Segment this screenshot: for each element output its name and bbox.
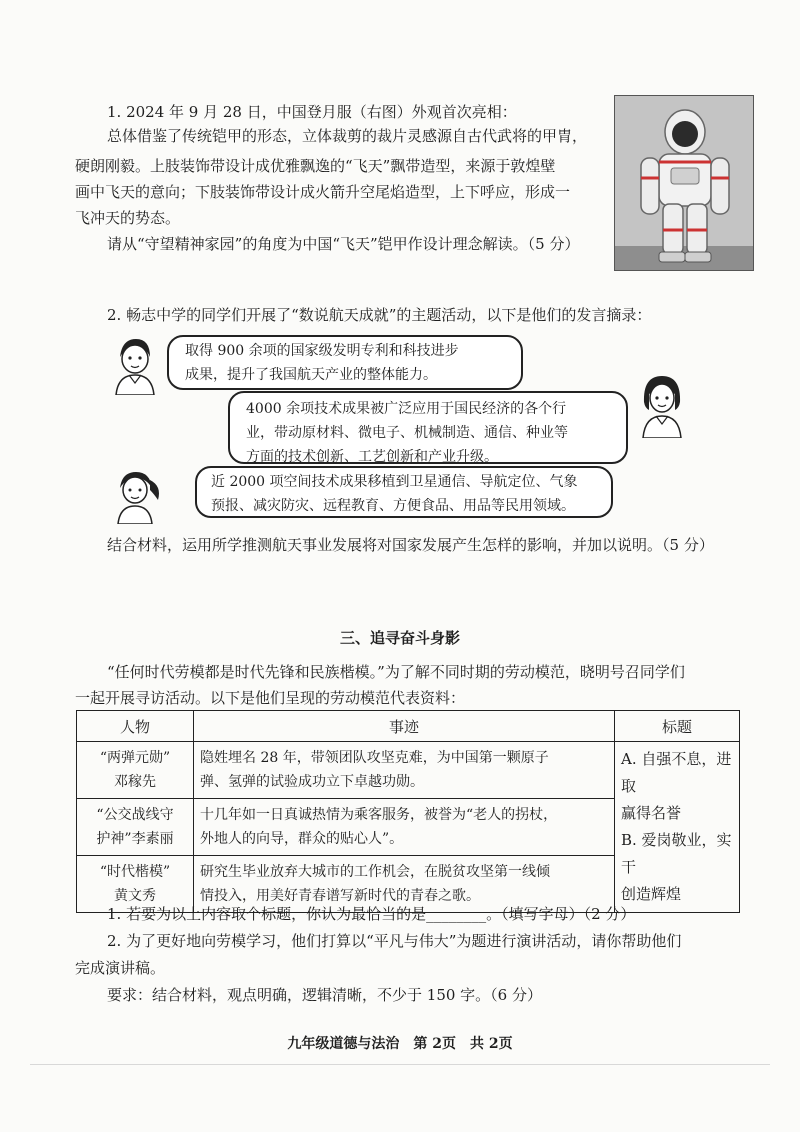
q1-line4: 画中飞天的意向；下肢装饰带设计成火箭升空尾焰造型，上下呼应，形成一 (75, 183, 571, 201)
bubble-1-line2: 成果，提升了我国航天产业的整体能力。 (185, 367, 437, 383)
q1-line5: 飞冲天的势态。 (75, 209, 181, 227)
deed-line: 外地人的向导，群众的贴心人”。 (200, 831, 404, 847)
section3-q2-line2: 完成演讲稿。 (75, 959, 166, 977)
person-name: 黄文秀 (114, 888, 156, 904)
student-girl-avatar (635, 372, 689, 442)
header-deeds: 事迹 (194, 711, 615, 742)
page-footer: 九年级道德与法治 第 2页 共 2页 (287, 1036, 513, 1052)
q2-question: 结合材料，运用所学推测航天事业发展将对国家发展产生怎样的影响，并加以说明。（5 分） (107, 536, 714, 554)
q2-intro: 2. 畅志中学的同学们开展了“数说航天成就”的主题活动，以下是他们的发言摘录： (107, 306, 652, 324)
bubble-1-line1: 取得 900 余项的国家级发明专利和科技进步 (185, 343, 459, 359)
section3-q1: 1. 若要为以上内容取个标题，你认为最恰当的是________。（填写字母）（2 分） (107, 905, 636, 923)
person-cell (77, 742, 194, 799)
section3-q2-line1: 2. 为了更好地向劳模学习，他们打算以“平凡与伟大”为题进行演讲活动，请你帮助他们 (107, 932, 682, 950)
header-title: 标题 (615, 711, 740, 742)
bubble-2-line1: 4000 余项技术成果被广泛应用于国民经济的各个行 (246, 401, 567, 417)
deed-cell (194, 742, 615, 799)
section3-intro-line2: 一起开展寻访活动。以下是他们呈现的劳动模范代表资料： (75, 689, 466, 707)
person-label: “公交战线守 (96, 807, 174, 823)
person-name: 邓稼先 (114, 774, 156, 790)
deed-line: 情投入，用美好青春谱写新时代的青春之歌。 (200, 888, 480, 904)
table-row (77, 742, 740, 799)
q1-line2: 总体借鉴了传统铠甲的形态，立体裁剪的裁片灵感源自古代武将的甲胄， (107, 127, 588, 145)
section3-heading: 三、追寻奋斗身影 (339, 629, 460, 647)
option-a-line2: 赢得名誉 (621, 804, 682, 822)
student-boy-avatar (110, 335, 160, 399)
option-b-line1: B. 爱岗敬业，实干 (621, 831, 732, 876)
speech-bubble-2 (228, 391, 628, 464)
option-b-line2: 创造辉煌 (621, 885, 682, 903)
person-label: “两弹元勋” (99, 750, 171, 766)
table-header-row (77, 711, 740, 742)
person-name: 护神”李素丽 (96, 831, 174, 847)
bubble-3-line1: 近 2000 项空间技术成果移植到卫星通信、导航定位、气象 (211, 474, 578, 490)
lunar-suit-photo (614, 95, 754, 271)
speech-bubble-1 (167, 335, 523, 390)
deed-line: 弹、氢弹的试验成功立下卓越功勋。 (200, 774, 424, 790)
q1-line3: 硬朗刚毅。上肢装饰带设计成优雅飘逸的“飞天”飘带造型，来源于敦煌壁 (75, 157, 556, 175)
section3-intro-line1: “任何时代劳模都是时代先锋和民族楷模。”为了解不同时期的劳动模范，晓明号召同学们 (107, 663, 685, 681)
student-girl-ponytail-avatar (110, 468, 164, 528)
speech-bubble-3 (195, 466, 613, 518)
deed-line: 隐姓埋名 28 年，带领团队攻坚克难，为中国第一颗原子 (200, 750, 549, 766)
deed-line: 十几年如一日真诚热情为乘客服务，被誉为“老人的拐杖， (200, 807, 558, 823)
header-person: 人物 (77, 711, 194, 742)
bubble-2-line3: 方面的技术创新、工艺创新和产业升级。 (246, 449, 498, 465)
section3-requirement: 要求：结合材料，观点明确，逻辑清晰，不少于 150 字。（6 分） (107, 986, 542, 1004)
person-label: “时代楷模” (99, 864, 171, 880)
deed-line: 研究生毕业放弃大城市的工作机会，在脱贫攻坚第一线倾 (200, 864, 550, 880)
title-options-cell (615, 742, 740, 913)
bubble-2-line2: 业，带动原材料、微电子、机械制造、通信、种业等 (246, 425, 568, 441)
q1-question: 请从“守望精神家园”的角度为中国“飞天”铠甲作设计理念解读。（5 分） (107, 235, 580, 253)
q1-line1: 1. 2024 年 9 月 28 日，中国登月服（右图）外观首次亮相： (107, 103, 517, 121)
bubble-3-line2: 预报、减灾防灾、远程教育、方便食品、用品等民用领域。 (211, 498, 575, 514)
person-cell (77, 799, 194, 856)
deed-cell (194, 799, 615, 856)
option-a-line1: A. 自强不息，进取 (621, 750, 732, 795)
divider (30, 1064, 770, 1065)
labor-model-table (76, 710, 740, 913)
